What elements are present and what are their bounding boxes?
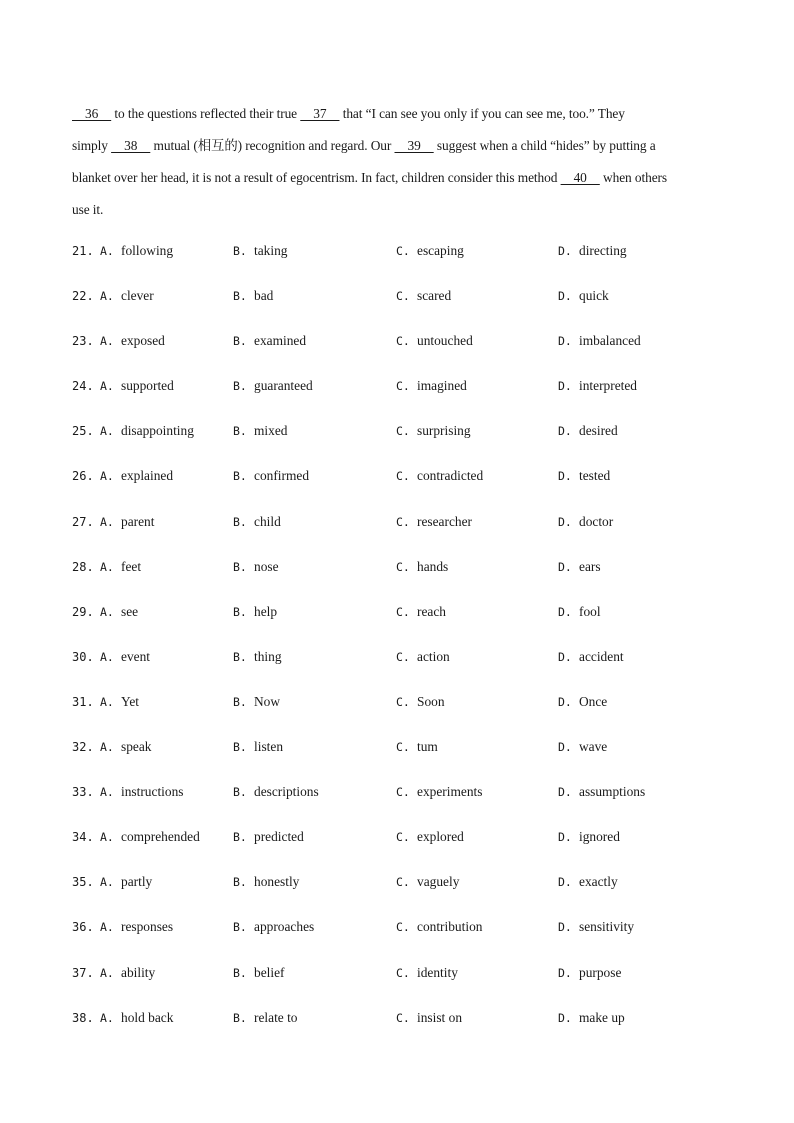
option-letter: A. <box>100 1010 114 1025</box>
option-letter: D. <box>558 424 572 439</box>
option-a[interactable] <box>100 557 141 577</box>
option-a[interactable] <box>100 692 139 712</box>
option-text: approaches <box>254 919 315 935</box>
option-letter: A. <box>100 559 114 574</box>
option-letter: B. <box>233 1010 247 1025</box>
option-a[interactable] <box>100 331 165 351</box>
option-letter: B. <box>233 379 247 394</box>
option-letter: C. <box>396 379 410 394</box>
option-b[interactable] <box>233 782 319 802</box>
question-row <box>72 827 732 872</box>
question-number: 24. <box>72 379 94 394</box>
option-c[interactable] <box>396 872 459 892</box>
option-text: wave <box>579 739 608 755</box>
question-number: 35. <box>72 875 94 890</box>
option-c[interactable] <box>396 782 482 802</box>
option-b[interactable] <box>233 286 273 306</box>
option-text: untouched <box>417 333 473 349</box>
option-text: partly <box>121 874 153 890</box>
passage-segment: blanket over her head, it is not a result of egocentrism. In fact, children consider this method <box>72 170 561 185</box>
option-text: child <box>254 513 281 529</box>
option-text: insist on <box>417 1009 463 1025</box>
option-letter: A. <box>100 289 114 304</box>
option-text: help <box>254 603 278 619</box>
option-b[interactable] <box>233 963 284 983</box>
option-text: disappointing <box>121 423 194 439</box>
option-text: parent <box>121 513 155 529</box>
option-a[interactable] <box>100 872 152 892</box>
option-c[interactable] <box>396 827 464 847</box>
passage-segment: simply <box>72 138 112 153</box>
option-c[interactable] <box>396 286 451 306</box>
option-letter: A. <box>100 875 114 890</box>
option-text: doctor <box>579 513 614 529</box>
option-text: surprising <box>417 423 471 439</box>
option-letter: A. <box>100 965 114 980</box>
option-letter: B. <box>233 559 247 574</box>
option-letter: D. <box>558 740 572 755</box>
option-a[interactable] <box>100 963 155 983</box>
option-text: imbalanced <box>579 333 641 349</box>
option-text: experiments <box>417 784 483 800</box>
option-text: escaping <box>417 243 464 258</box>
option-letter: A. <box>100 920 114 935</box>
blank-39: 39 <box>394 138 434 153</box>
option-text: interpreted <box>579 378 637 394</box>
option-text: sensitivity <box>579 919 635 935</box>
option-d[interactable] <box>558 782 645 802</box>
option-letter: D. <box>558 965 572 980</box>
question-row <box>72 782 732 827</box>
option-letter: C. <box>396 965 410 980</box>
passage-segment: that “I can see you only if you can see me, too.” They <box>339 106 625 121</box>
option-letter: B. <box>233 604 247 619</box>
option-letter: D. <box>558 559 572 574</box>
option-b[interactable] <box>233 647 282 667</box>
option-text: imagined <box>417 378 467 394</box>
option-d[interactable] <box>558 737 607 757</box>
option-b[interactable] <box>233 827 304 847</box>
option-letter: C. <box>396 785 410 800</box>
option-text: nose <box>254 558 279 574</box>
option-letter: B. <box>233 965 247 980</box>
option-text: identity <box>417 964 458 980</box>
option-d[interactable] <box>558 331 641 351</box>
option-text: clever <box>121 288 154 304</box>
option-letter: C. <box>396 1010 410 1025</box>
blank-36: 36 <box>72 106 112 121</box>
option-letter: D. <box>558 649 572 664</box>
option-letter: D. <box>558 830 572 845</box>
option-c[interactable] <box>396 421 471 441</box>
option-letter: C. <box>396 334 410 349</box>
option-text: contradicted <box>417 468 484 484</box>
option-letter: C. <box>396 740 410 755</box>
option-letter: A. <box>100 244 114 258</box>
option-text: belief <box>254 964 285 980</box>
question-row <box>72 466 732 511</box>
passage-segment: mutual (相互的) recognition and regard. Our <box>150 138 395 153</box>
question-row <box>72 376 732 421</box>
option-a[interactable] <box>100 421 194 441</box>
question-row <box>72 737 732 782</box>
option-letter: A. <box>100 469 114 484</box>
option-d[interactable] <box>558 286 609 306</box>
question-number: 22. <box>72 289 94 304</box>
option-text: reach <box>417 603 446 619</box>
option-letter: B. <box>233 424 247 439</box>
option-text: quick <box>579 288 609 304</box>
option-c[interactable] <box>396 331 473 351</box>
option-letter: B. <box>233 649 247 664</box>
option-letter: B. <box>233 920 247 935</box>
option-b[interactable] <box>233 1008 298 1028</box>
option-a[interactable] <box>100 376 174 396</box>
option-text: explained <box>121 468 174 484</box>
option-text: confirmed <box>254 468 310 484</box>
option-d[interactable] <box>558 872 618 892</box>
option-c[interactable] <box>396 737 438 757</box>
option-letter: D. <box>558 1010 572 1025</box>
question-row <box>72 647 732 692</box>
option-d[interactable] <box>558 692 607 712</box>
passage-segment: to the questions reflected their true <box>111 106 301 121</box>
option-c[interactable] <box>396 602 446 622</box>
option-text: event <box>121 648 150 664</box>
option-letter: A. <box>100 379 114 394</box>
option-b[interactable] <box>233 692 280 712</box>
question-number: 33. <box>72 785 94 800</box>
option-letter: B. <box>233 830 247 845</box>
option-b[interactable] <box>233 872 299 892</box>
option-d[interactable] <box>558 241 627 261</box>
option-letter: B. <box>233 785 247 800</box>
question-number: 25. <box>72 424 94 439</box>
option-text: hands <box>417 558 449 574</box>
option-text: assumptions <box>579 784 646 800</box>
question-number: 34. <box>72 830 94 845</box>
option-letter: B. <box>233 469 247 484</box>
passage-line <box>72 194 724 226</box>
option-text: exposed <box>121 333 165 349</box>
option-letter: D. <box>558 514 572 529</box>
option-text: mixed <box>254 423 288 439</box>
option-text: ability <box>121 964 156 980</box>
question-row <box>72 557 732 602</box>
passage-line <box>72 162 724 194</box>
option-letter: D. <box>558 244 572 258</box>
question-number: 32. <box>72 740 94 755</box>
option-letter: B. <box>233 740 247 755</box>
option-letter: A. <box>100 514 114 529</box>
option-a[interactable] <box>100 512 154 532</box>
option-text: explored <box>417 829 464 845</box>
option-text: ears <box>579 558 601 574</box>
option-a[interactable] <box>100 827 200 847</box>
option-text: vaguely <box>417 874 460 890</box>
option-b[interactable] <box>233 917 314 937</box>
option-b[interactable] <box>233 421 287 441</box>
option-letter: C. <box>396 469 410 484</box>
option-c[interactable] <box>396 1008 462 1028</box>
option-text: supported <box>121 378 174 394</box>
option-letter: A. <box>100 694 114 709</box>
option-c[interactable] <box>396 376 467 396</box>
option-letter: B. <box>233 875 247 890</box>
option-c[interactable] <box>396 241 464 261</box>
question-number: 21. <box>72 244 94 258</box>
question-number: 36. <box>72 920 94 935</box>
option-letter: A. <box>100 785 114 800</box>
question-number: 38. <box>72 1010 94 1025</box>
option-letter: C. <box>396 830 410 845</box>
option-c[interactable] <box>396 963 458 983</box>
passage-text <box>72 98 724 226</box>
option-d[interactable] <box>558 512 613 532</box>
option-text: following <box>121 243 174 258</box>
question-number: 37. <box>72 965 94 980</box>
option-text: feet <box>121 558 142 574</box>
option-text: desired <box>579 423 618 439</box>
passage-segment: use it. <box>72 202 104 217</box>
question-list <box>72 241 732 1053</box>
option-b[interactable] <box>233 376 313 396</box>
option-text: make up <box>579 1009 625 1025</box>
option-a[interactable] <box>100 737 152 757</box>
question-row <box>72 331 732 376</box>
question-row <box>72 241 732 286</box>
option-letter: D. <box>558 785 572 800</box>
option-letter: B. <box>233 694 247 709</box>
option-text: instructions <box>121 784 184 800</box>
option-letter: C. <box>396 649 410 664</box>
option-letter: C. <box>396 694 410 709</box>
option-text: examined <box>254 333 307 349</box>
option-letter: D. <box>558 379 572 394</box>
option-letter: B. <box>233 289 247 304</box>
option-text: hold back <box>121 1009 174 1025</box>
option-letter: D. <box>558 604 572 619</box>
option-text: guaranteed <box>254 378 313 394</box>
option-text: responses <box>121 919 174 935</box>
question-number: 29. <box>72 604 94 619</box>
blank-37: 37 <box>300 106 340 121</box>
passage-line <box>72 130 724 162</box>
option-text: Soon <box>417 693 445 709</box>
option-letter: A. <box>100 830 114 845</box>
option-d[interactable] <box>558 917 634 937</box>
option-c[interactable] <box>396 692 445 712</box>
option-text: comprehended <box>121 829 200 845</box>
question-number: 28. <box>72 559 94 574</box>
option-d[interactable] <box>558 466 610 486</box>
option-b[interactable] <box>233 512 281 532</box>
question-row <box>72 421 732 466</box>
option-text: directing <box>579 243 627 258</box>
option-text: action <box>417 648 450 664</box>
option-b[interactable] <box>233 331 306 351</box>
option-text: speak <box>121 739 152 755</box>
option-letter: D. <box>558 920 572 935</box>
question-row <box>72 602 732 647</box>
question-number: 31. <box>72 694 94 709</box>
option-letter: A. <box>100 604 114 619</box>
question-row <box>72 917 732 962</box>
option-text: exactly <box>579 874 618 890</box>
question-row <box>72 692 732 737</box>
option-a[interactable] <box>100 1008 173 1028</box>
option-letter: A. <box>100 649 114 664</box>
option-letter: D. <box>558 334 572 349</box>
option-text: researcher <box>417 513 473 529</box>
option-b[interactable] <box>233 602 277 622</box>
passage-segment: when others <box>599 170 668 185</box>
passage-line <box>72 98 724 130</box>
option-c[interactable] <box>396 512 472 532</box>
option-letter: D. <box>558 469 572 484</box>
question-row <box>72 286 732 331</box>
option-text: fool <box>579 603 601 619</box>
option-d[interactable] <box>558 421 618 441</box>
option-text: Now <box>254 693 281 709</box>
option-a[interactable] <box>100 466 173 486</box>
question-number: 23. <box>72 334 94 349</box>
option-a[interactable] <box>100 286 154 306</box>
option-text: predicted <box>254 829 304 845</box>
option-c[interactable] <box>396 557 448 577</box>
option-text: ignored <box>579 829 620 845</box>
option-letter: D. <box>558 694 572 709</box>
option-letter: B. <box>233 244 247 258</box>
option-d[interactable] <box>558 647 624 667</box>
option-text: listen <box>254 739 284 755</box>
option-c[interactable] <box>396 647 450 667</box>
passage-segment: suggest when a child “hides” by putting a <box>433 138 656 153</box>
option-text: purpose <box>579 964 622 980</box>
option-text: descriptions <box>254 784 319 800</box>
question-row <box>72 512 732 557</box>
option-letter: C. <box>396 875 410 890</box>
blank-40: 40 <box>560 170 600 185</box>
option-d[interactable] <box>558 1008 625 1028</box>
option-b[interactable] <box>233 737 283 757</box>
option-text: thing <box>254 648 282 664</box>
option-letter: C. <box>396 289 410 304</box>
option-text: taking <box>254 243 288 258</box>
option-text: Yet <box>121 693 139 709</box>
option-letter: C. <box>396 424 410 439</box>
option-letter: C. <box>396 604 410 619</box>
option-a[interactable] <box>100 647 150 667</box>
option-a[interactable] <box>100 241 173 261</box>
option-c[interactable] <box>396 466 483 486</box>
option-b[interactable] <box>233 241 287 261</box>
option-d[interactable] <box>558 557 601 577</box>
option-text: tum <box>417 739 438 755</box>
option-letter: C. <box>396 244 410 258</box>
option-c[interactable] <box>396 917 482 937</box>
option-b[interactable] <box>233 557 279 577</box>
option-letter: C. <box>396 920 410 935</box>
option-letter: D. <box>558 875 572 890</box>
option-a[interactable] <box>100 782 184 802</box>
option-letter: C. <box>396 559 410 574</box>
blank-38: 38 <box>111 138 151 153</box>
option-letter: C. <box>396 514 410 529</box>
option-text: honestly <box>254 874 300 890</box>
option-text: scared <box>417 288 452 304</box>
option-letter: B. <box>233 514 247 529</box>
option-letter: A. <box>100 424 114 439</box>
option-letter: B. <box>233 334 247 349</box>
question-number: 26. <box>72 469 94 484</box>
option-d[interactable] <box>558 827 620 847</box>
question-row <box>72 872 732 917</box>
question-row <box>72 963 732 1008</box>
option-text: Once <box>579 693 608 709</box>
option-text: accident <box>579 648 624 664</box>
option-d[interactable] <box>558 602 601 622</box>
question-row <box>72 1008 732 1053</box>
option-text: relate to <box>254 1009 298 1025</box>
option-a[interactable] <box>100 917 173 937</box>
question-number: 27. <box>72 514 94 529</box>
option-text: bad <box>254 288 274 304</box>
option-a[interactable] <box>100 602 138 622</box>
option-letter: D. <box>558 289 572 304</box>
option-d[interactable] <box>558 376 637 396</box>
option-d[interactable] <box>558 963 621 983</box>
option-text: see <box>121 603 139 619</box>
option-letter: A. <box>100 334 114 349</box>
option-text: contribution <box>417 919 483 935</box>
question-number: 30. <box>72 649 94 664</box>
option-letter: A. <box>100 740 114 755</box>
option-text: tested <box>579 468 611 484</box>
option-b[interactable] <box>233 466 309 486</box>
